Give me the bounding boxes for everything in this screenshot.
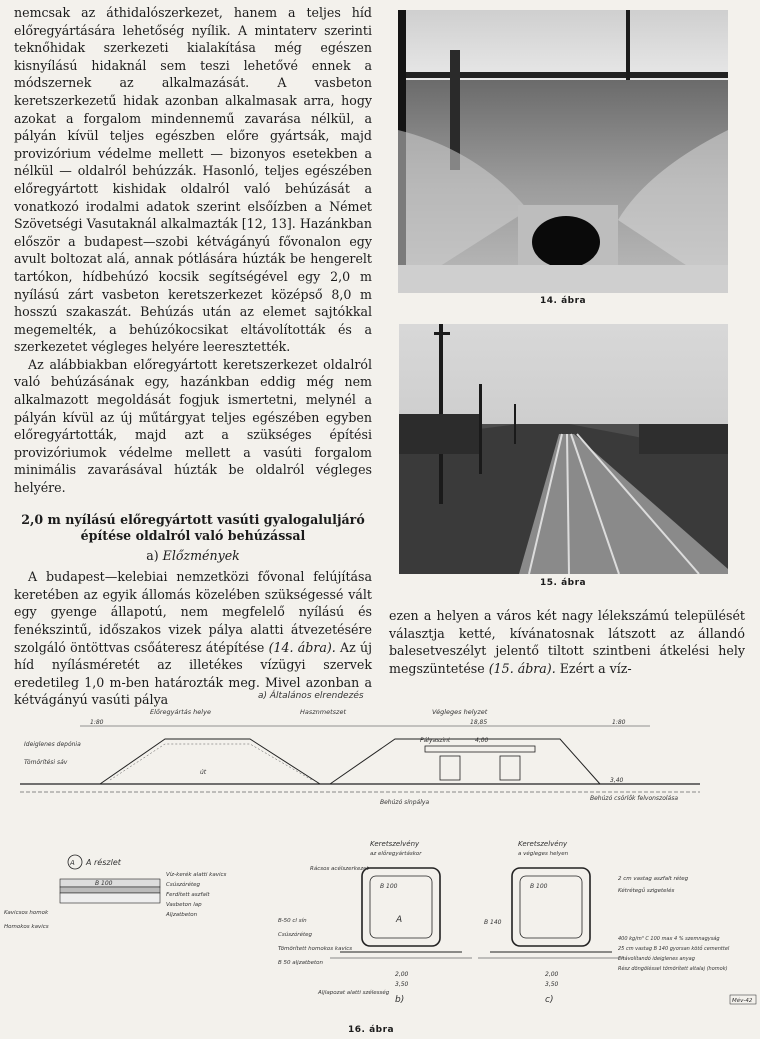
label-dim-b2: 3,50 [395,981,409,988]
label-dim2: 18,85 [470,719,488,726]
label-b100-a: B 100 [95,880,113,887]
label-c: c) [545,995,554,1005]
label-b-notes2: B-50 cl sín [278,918,307,924]
label-c-notes6: Rész döngöléssel tömörített altalaj (homok) [618,966,728,972]
label-elore: Előregyártás helye [150,708,211,716]
label-b: b) [395,995,405,1005]
label-b-notes5: B 50 aljzatbeton [278,960,323,966]
label-reszlet: A részlet [86,858,121,867]
section-title: 2,0 m nyílású előregyártott vasúti gyalogaluljáró építése oldalról való behúzással [21,511,365,543]
label-keretc-sub: a végleges helyen [518,851,569,857]
label-keretb-sub: az előregyártáskor [370,851,422,857]
label-r1: Víz-kerék alatti kavics [166,872,227,878]
label-r5: Aljzatbeton [166,912,198,918]
figure-14-caption: 14. ábra [540,296,587,306]
label-c-notes3: 400 kg/m³ C 100 max 4 % szemnagyság [618,936,720,942]
label-dim3: 1:80 [612,719,626,726]
culvert-photo-image [398,10,728,293]
label-r2: Csúszóréteg [166,882,200,888]
label-c-notes2: Kétrétegű szigetelés [618,888,675,894]
figure-15-caption: 15. ábra [540,578,587,588]
label-dim1: 1:80 [90,719,104,726]
label-vegleges: Végleges helyzet [432,708,488,716]
figure-ref-15: (15. ábra). [488,660,556,676]
label-dim-c2: 3,50 [545,981,559,988]
paragraph-3-rest: Az új híd nyílásméretét az illetékes vízügyi szervek eredetileg 1,0 m-ben határozták meg. Mivel azonban a kétvágányú vasúti pálya [14,639,372,708]
right-paragraph-text: ezen a helyen a város két nagy lélekszámú települését választja ketté, kívánatosnak látszott az állandó balesetveszélyt jelentő tiltott szintbeni átkelési hely megszüntetése [389,608,745,676]
figure-ref-14: (14. ábra). [268,639,336,655]
label-b-notes4: Tömörített homokos kavics [278,946,353,952]
label-elev: 3,40 [610,777,624,784]
drawing-title: a) Általános elrendezés [258,691,364,701]
section-b-a-mark: A [396,915,403,925]
left-column [14,4,372,709]
subsection-title: Előzmények [162,547,240,563]
label-b140: B 140 [484,919,502,926]
label-side-left1: Kavicsos homok [4,910,49,916]
label-mark: Mév-42 [732,998,753,1004]
label-b100-b: B 100 [380,883,398,890]
figure-14-photo [398,10,728,293]
label-c-notes4: 25 cm vastag B 140 gyorsan kötő cementtel [618,946,730,952]
label-dim-c: 2,00 [545,971,559,978]
label-dim-b: 2,00 [395,971,409,978]
right-column [389,607,745,677]
figure-16-caption: 16. ábra [348,1025,395,1035]
paragraph-2: Az alábbiakban előregyártott keretszerkezet oldalról való behúzásának egy, hazánkban eddig még nem alkalmazott megoldását fogjuk ismertetni, melynél a pályán kívül az új műtárgyat teljes egészében egyben előregyártották, majd azt a szükséges építési provizóriumok védelme mellett a vasúti forgalom minimális zavarásával húzták be oldalról végleges helyére. [14,356,372,496]
label-b-notes1: Rácsos acélszerkezet [310,866,369,872]
label-side-left2: Homokos kavics [4,924,49,930]
railway-photo-image [399,324,728,574]
figure-16-drawing [0,684,760,1024]
label-behuzo: Behúzó csörlők felvonszolása [590,795,679,802]
label-palya: Pályaszint [420,737,451,744]
label-tomorito: Tömörítési sáv [24,759,68,766]
label-keretb-title: Keretszelvény [370,840,420,848]
label-ut: út [200,769,207,776]
paragraph-1: nemcsak az áthidalószerkezet, hanem a teljes híd előregyártására lehetőség nyílik. A mintaterv szerinti teknőhidak szerkezeti kialakítása még egészen kisnyílású hidaknál sem teszi lehetővé ennek a módszernek az alkalmazását. A vasbeton keretszerkezetű hidak azonban alkalmasak arra, hogy azokat a forgalom mindennemű zavarása nélkül, a pályán kívül teljes egészben előre gyártsák, majd provizórium védelme mellett — bizonyos esetekben a nélkül — oldalról behúzzák. Hasonló, teljes egészében előregyártott kishidak oldalról való behúzását a vonatkozó irodalmi adatok szerint elsőízben a Német Szövetségi Vasutaknál alkalmazták [12, 13]. Hazánkban először a budapest—szobi kétvágányú fővonalon egy avult boltozat alá, annak pótlására húzták be hengerelt tartókon, hídbehúzó kocsik segítségével egy 2,0 m nyílású zárt vasbeton keretszerkezet középső 8,0 m hosszú szakaszát. Behúzás után az elemet sajtókkal megemelték, a behúzókocsikat eltávolították és a szerkezetet végleges helyére leeresztették. [14,5,372,355]
label-r3: Ferdített aszfalt [166,892,210,898]
paragraph-3-text: A budapest—kelebiai nemzetközi fővonal felújítása keretében az egyik állomás közelében szükségessé vált egy gyenge állapotú, nem megfelelő nyílású és fenékszintű, időszakos vizek pálya alatti átvezetésére szolgáló öntöttvas csőáteresz átépítése [14,569,372,655]
right-paragraph [389,607,745,677]
label-bedo: Behúzó sínpálya [380,799,430,806]
label-haszn: Hasznmetszet [300,708,347,716]
figure-15-photo [399,324,728,574]
label-b-notes3: Csúszóréteg [278,932,312,938]
right-paragraph-rest: Ezért a víz- [559,660,632,676]
label-keretc-title: Keretszelvény [518,840,568,848]
subsection-heading [14,547,372,565]
label-val: 4,00 [475,737,489,744]
label-r4: Vasbeton lap [166,902,202,908]
subsection-label: a) [146,547,159,563]
label-b100-c: B 100 [530,883,548,890]
label-ideiglenes: Ideiglenes depónia [24,741,81,748]
detail-a-mark: A [70,859,75,867]
label-c-notes1: 2 cm vastag aszfalt réteg [618,876,689,882]
label-bottom-b: Aljlapozat alatti szélesség [318,990,390,996]
label-c-notes5: Eltávolítandó ideiglenes anyag [618,956,695,962]
